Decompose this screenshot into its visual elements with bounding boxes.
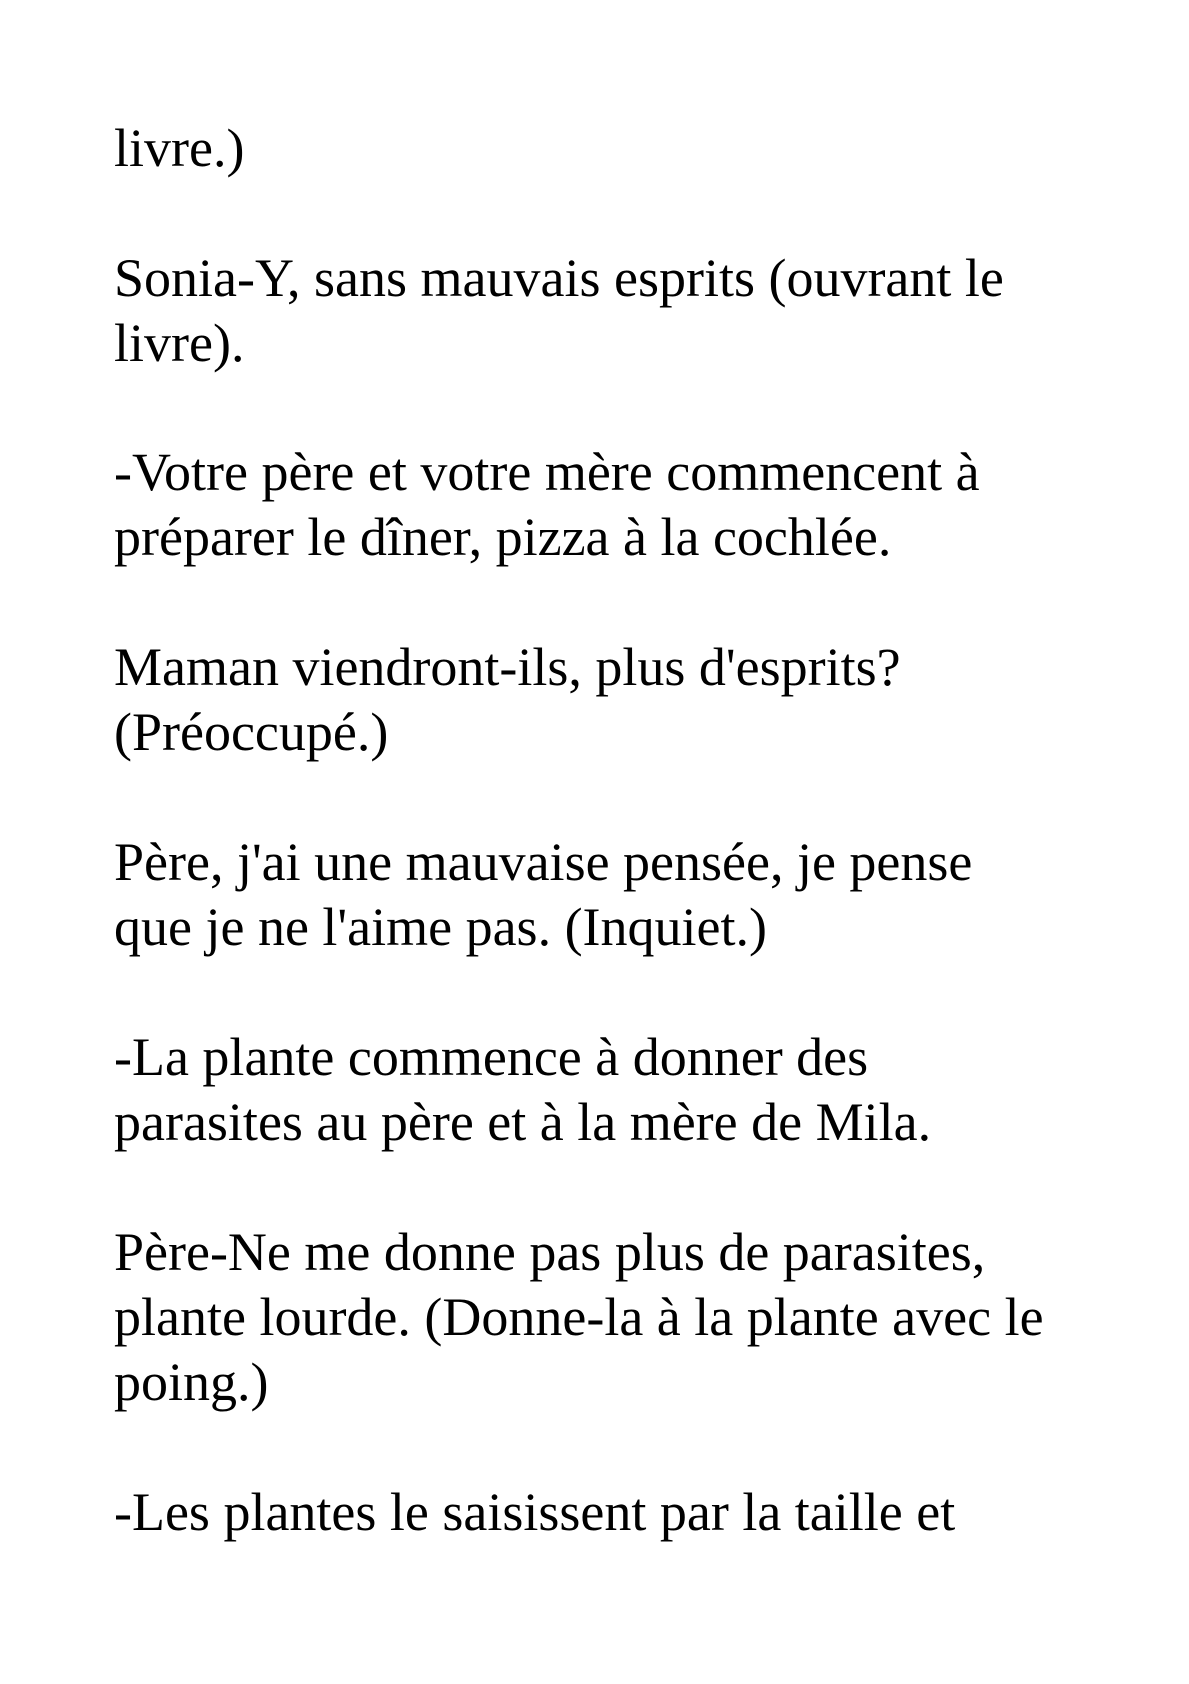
- text-line: préparer le dîner, pizza à la cochlée.: [114, 507, 892, 567]
- text-line: Sonia-Y, sans mauvais esprits (ouvrant le: [114, 248, 1004, 308]
- text-line: -Les plantes le saisissent par la taille et: [114, 1482, 956, 1542]
- text-line: Père, j'ai une mauvaise pensée, je pense: [114, 832, 973, 892]
- text-line: livre.): [114, 118, 245, 178]
- text-line: poing.): [114, 1352, 269, 1412]
- text-line: Père-Ne me donne pas plus de parasites,: [114, 1222, 986, 1282]
- text-line: Maman viendront-ils, plus d'esprits?: [114, 637, 901, 697]
- text-line: que je ne l'aime pas. (Inquiet.): [114, 897, 767, 957]
- text-line: livre).: [114, 313, 245, 373]
- text-line: (Préoccupé.): [114, 702, 389, 762]
- text-line: -La plante commence à donner des: [114, 1027, 869, 1087]
- text-line: -Votre père et votre mère commencent à: [114, 442, 980, 502]
- text-line: parasites au père et à la mère de Mila.: [114, 1092, 932, 1152]
- text-line: plante lourde. (Donne-la à la plante avec le: [114, 1287, 1044, 1347]
